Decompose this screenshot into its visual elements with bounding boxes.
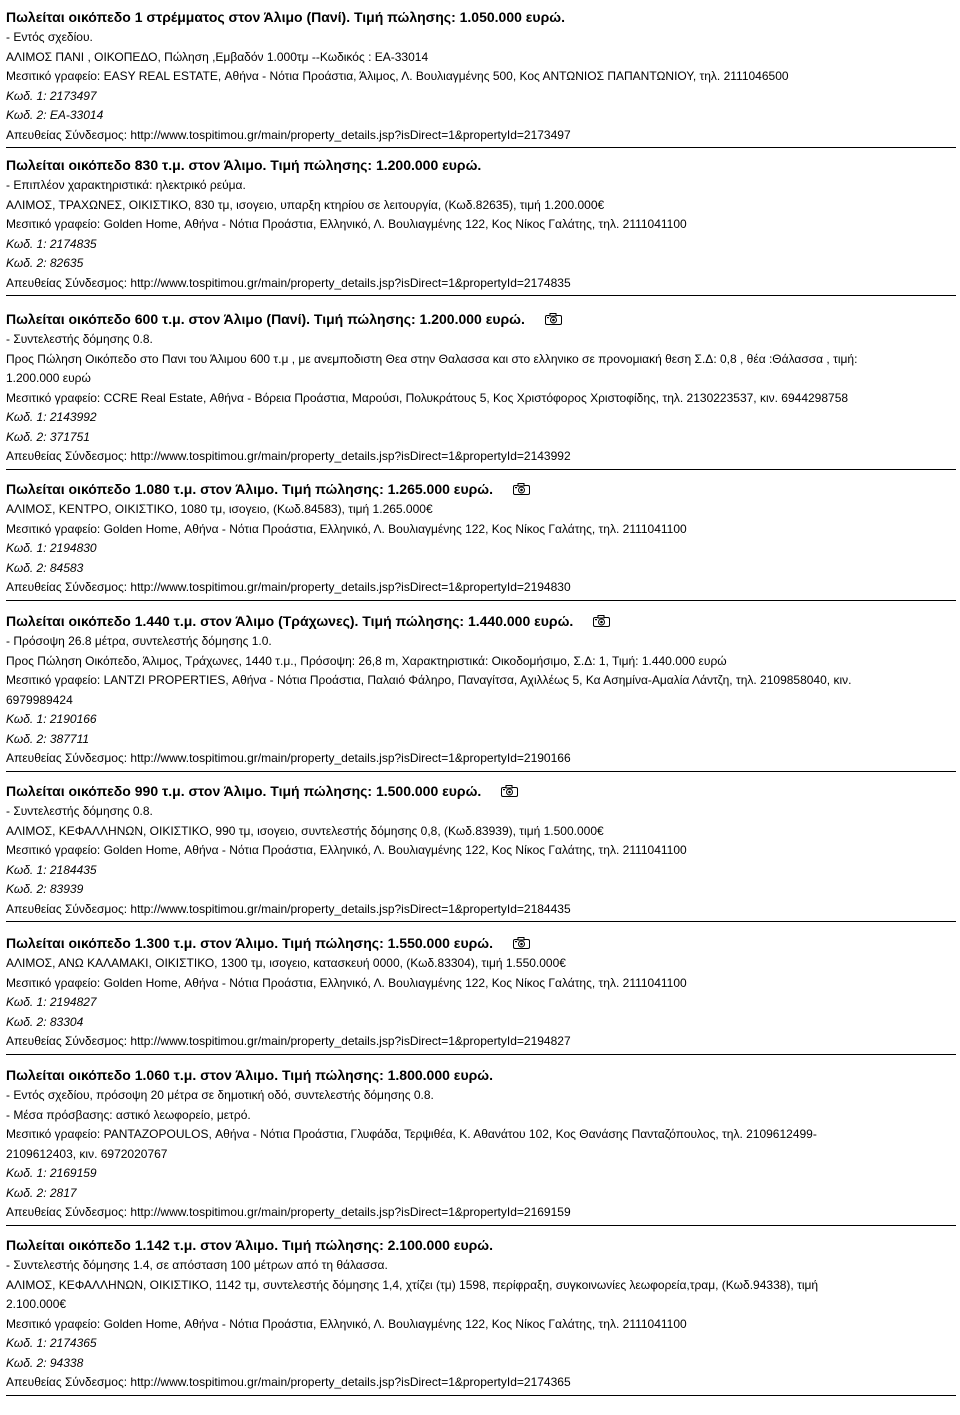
listing-detail-line: 1.200.000 ευρώ [6,371,91,385]
listing-detail-line: Μεσιτικό γραφείο: EASY REAL ESTATE, Αθήνα - Νότια Προάστια, Άλιμος, Λ. Βουλιαγμένης 500, Κος ΑΝΤΩΝΙΟΣ ΠΑΠΑΝΤΩΝΙΟΥ, τηλ. 2111046500 [6,69,789,83]
listing-detail-line: Μεσιτικό γραφείο: PANTAZOPOULOS, Αθήνα - Νότια Προάστια, Γλυφάδα, Τερψιθέα, Κ. Αθανάτου 102, Κος Θανάσης Πανταζόπουλος, τηλ. 2109612499- [6,1127,817,1141]
listing-detail-line: - Εντός σχεδίου. [6,30,93,44]
camera-icon[interactable] [513,937,530,949]
listing-detail-line: Προς Πώληση Οικόπεδο, Άλιμος, Τράχωνες, 1440 τ.μ., Πρόσοψη: 26,8 m, Χαρακτηριστικά: Οικοδομήσιμο, Σ.Δ: 1, Τιμή: 1.440.000 ευρώ [6,653,727,668]
listing-direct-link[interactable]: Απευθείας Σύνδεσμος: http://www.tospitimou.gr/main/property_details.jsp?isDirect=1&propertyId=2194830 [6,580,571,594]
listing-title [6,932,956,954]
listing-title [6,154,956,176]
listing-separator [6,147,956,148]
listing-detail-line: - Πρόσοψη 26.8 μέτρα, συντελεστής δόμησης 1.0. [6,634,272,648]
listing-title-text: Πωλείται οικόπεδο 1.440 τ.μ. στον Άλιμο (Τράχωνες). Τιμή πώλησης: 1.440.000 ευρώ. [6,613,574,629]
listing-title-text: Πωλείται οικόπεδο 1.080 τ.μ. στον Άλιμο. Τιμή πώλησης: 1.265.000 ευρώ. [6,481,493,497]
listing-detail-line: - Επιπλέον χαρακτηριστικά: ηλεκτρικό ρεύμα. [6,178,246,192]
listing-separator [6,1395,956,1396]
listing-detail-line: 6979989424 [6,692,73,707]
listing-code2: Κωδ. 2: EA-33014 [6,108,104,122]
listing-title [6,1234,956,1256]
listing-title-text: Πωλείται οικόπεδο 1.300 τ.μ. στον Άλιμο. Τιμή πώλησης: 1.550.000 ευρώ. [6,935,493,951]
listing-detail-line: ΑΛΙΜΟΣ, ΑΝΩ ΚΑΛΑΜΑΚΙ, ΟΙΚΙΣΤΙΚΟ, 1300 τμ, ισογειο, κατασκευή 0000, (Κωδ.83304), τιμή 1.550.000€ [6,956,566,970]
listing-separator [6,921,956,922]
listing-code1: Κωδ. 1: 2143992 [6,410,97,424]
listing-code2: Κωδ. 2: 82635 [6,256,84,270]
listing-title-text: Πωλείται οικόπεδο 1.060 τ.μ. στον Άλιμο. Τιμή πώλησης: 1.800.000 ευρώ. [6,1067,493,1083]
listing-separator [6,469,956,470]
listing-detail-line: Μεσιτικό γραφείο: LANTZI PROPERTIES, Αθήνα - Νότια Προάστια, Παλαιό Φάληρο, Παναγίτσα, Αχιλλέως 5, Κα Ασημίνα-Αμαλία Λάντζη, τηλ. 2109858040, κιν. [6,673,852,687]
listing-title-text: Πωλείται οικόπεδο 1.142 τ.μ. στον Άλιμο. Τιμή πώλησης: 2.100.000 ευρώ. [6,1237,493,1253]
listing-code1: Κωδ. 1: 2174835 [6,236,97,251]
listing-separator [6,1225,956,1226]
listing-detail-line: 2.100.000€ [6,1297,67,1311]
listing-code1: Κωδ. 1: 2190166 [6,712,97,726]
camera-icon[interactable] [501,785,518,797]
listing-code2: Κωδ. 2: 83304 [6,1014,84,1029]
listing-code2: Κωδ. 2: 84583 [6,560,84,575]
listing-code2: Κωδ. 2: 94338 [6,1355,84,1370]
listing-detail-line: Μεσιτικό γραφείο: Golden Home, Αθήνα - Νότια Προάστια, Ελληνικό, Λ. Βουλιαγμένης 122, Κος Νίκος Γαλάτης, τηλ. 2111041100 [6,521,687,536]
listing-title-text: Πωλείται οικόπεδο 990 τ.μ. στον Άλιμο. Τιμή πώλησης: 1.500.000 ευρώ. [6,783,482,799]
listing-title [6,1064,956,1086]
listing [6,610,956,769]
listing-detail-line: Μεσιτικό γραφείο: CCRE Real Estate, Αθήνα - Βόρεια Προάστια, Μαρούσι, Πολυκράτους 5, Κος Χριστόφορος Χριστοφίδης, τηλ. 2130223537, κιν. 6944298758 [6,390,849,405]
listing-code2: Κωδ. 2: 387711 [6,731,90,746]
listing-detail-line: - Μέσα πρόσβασης: αστικό λεωφορείο, μετρό. [6,1107,251,1122]
listing-code2: Κωδ. 2: 2817 [6,1185,77,1200]
listing-direct-link[interactable]: Απευθείας Σύνδεσμος: http://www.tospitimou.gr/main/property_details.jsp?isDirect=1&propertyId=2174835 [6,275,571,290]
listing-separator [6,600,956,601]
listing-direct-link[interactable]: Απευθείας Σύνδεσμος: http://www.tospitimou.gr/main/property_details.jsp?isDirect=1&propertyId=2190166 [6,751,571,765]
listing-title [6,610,956,632]
listing-detail-line: - Συντελεστής δόμησης 1.4, σε απόσταση 100 μέτρων από τη θάλασσα. [6,1258,388,1272]
listing [6,1234,956,1393]
listing-detail-line: ΑΛΙΜΟΣ, ΤΡΑΧΩΝΕΣ, ΟΙΚΙΣΤΙΚΟ, 830 τμ, ισογειο, υπαρξη κτηρίου σε λειτουργία, (Κωδ.82635), τιμή 1.200.000€ [6,197,605,212]
listing-title [6,308,956,330]
listing-title-text: Πωλείται οικόπεδο 1 στρέμματος στον Άλιμο (Πανί). Τιμή πώλησης: 1.050.000 ευρώ. [6,9,565,25]
camera-icon[interactable] [593,615,610,627]
listing-detail-line: Μεσιτικό γραφείο: Golden Home, Αθήνα - Νότια Προάστια, Ελληνικό, Λ. Βουλιαγμένης 122, Κος Νίκος Γαλάτης, τηλ. 2111041100 [6,1316,687,1331]
listing [6,780,956,919]
camera-icon[interactable] [513,483,530,495]
listing-direct-link[interactable]: Απευθείας Σύνδεσμος: http://www.tospitimou.gr/main/property_details.jsp?isDirect=1&propertyId=2169159 [6,1205,571,1219]
listing-detail-line: ΑΛΙΜΟΣ, ΚΕΦΑΛΛΗΝΩΝ, ΟΙΚΙΣΤΙΚΟ, 1142 τμ, συντελεστής δόμησης 1,4, χτίζει (τμ) 1598, περίφραξη, συγκοινωνίες λεωφορεία,τραμ, (Κωδ.94338), τιμή [6,1277,819,1292]
listing-detail-line: 2109612403, κιν. 6972020767 [6,1146,168,1161]
listing-direct-link[interactable]: Απευθείας Σύνδεσμος: http://www.tospitimou.gr/main/property_details.jsp?isDirect=1&propertyId=2174365 [6,1375,571,1389]
listing [6,154,956,293]
listing-detail-line: Μεσιτικό γραφείο: Golden Home, Αθήνα - Νότια Προάστια, Ελληνικό, Λ. Βουλιαγμένης 122, Κος Νίκος Γαλάτης, τηλ. 2111041100 [6,843,687,857]
listing-detail-line: Προς Πώληση Οικόπεδο στο Πανι του Άλιμου 600 τ.μ , με ανεμποδιστη Θεα στην Θαλασσα και στο ελληνικο σε προνομιακή θεση Σ.Δ: 0,8 , θέα :Θάλασσα , τιμή: [6,351,858,366]
listing-code1: Κωδ. 1: 2184435 [6,862,97,877]
listing-title [6,780,956,802]
listing-code2: Κωδ. 2: 83939 [6,882,84,896]
listing-code1: Κωδ. 1: 2174365 [6,1336,97,1350]
listing-title [6,6,956,28]
listing [6,1064,956,1223]
listing-separator [6,771,956,772]
listing-detail-line: ΑΛΙΜΟΣ ΠΑΝΙ , ΟΙΚΟΠΕΔΟ, Πώληση ,Εμβαδόν 1.000τμ --Κωδικός : EA-33014 [6,49,429,64]
listing-code1: Κωδ. 1: 2169159 [6,1166,97,1180]
listing-detail-line: ΑΛΙΜΟΣ, ΚΕΦΑΛΛΗΝΩΝ, ΟΙΚΙΣΤΙΚΟ, 990 τμ, ισογειο, συντελεστής δόμησης 0,8, (Κωδ.83939), τιμή 1.500.000€ [6,823,604,838]
listing-direct-link[interactable]: Απευθείας Σύνδεσμος: http://www.tospitimou.gr/main/property_details.jsp?isDirect=1&propertyId=2194827 [6,1034,571,1048]
listing-code1: Κωδ. 1: 2194830 [6,541,97,555]
listing-detail-line: Μεσιτικό γραφείο: Golden Home, Αθήνα - Νότια Προάστια, Ελληνικό, Λ. Βουλιαγμένης 122, Κος Νίκος Γαλάτης, τηλ. 2111041100 [6,217,687,231]
listing-detail-line: ΑΛΙΜΟΣ, ΚΕΝΤΡΟ, ΟΙΚΙΣΤΙΚΟ, 1080 τμ, ισογειο, (Κωδ.84583), τιμή 1.265.000€ [6,502,433,516]
camera-icon[interactable] [545,313,562,325]
listing-direct-link[interactable]: Απευθείας Σύνδεσμος: http://www.tospitimou.gr/main/property_details.jsp?isDirect=1&propertyId=2143992 [6,449,571,463]
listing-detail-line: - Συντελεστής δόμησης 0.8. [6,332,153,346]
listing-detail-line: - Συντελεστής δόμησης 0.8. [6,804,153,818]
listing-detail-line: - Εντός σχεδίου, πρόσοψη 20 μέτρα σε δημοτική οδό, συντελεστής δόμησης 0.8. [6,1088,434,1102]
listing-direct-link[interactable]: Απευθείας Σύνδεσμος: http://www.tospitimou.gr/main/property_details.jsp?isDirect=1&propertyId=2173497 [6,127,571,142]
listing-title-text: Πωλείται οικόπεδο 600 τ.μ. στον Άλιμο (Πανί). Τιμή πώλησης: 1.200.000 ευρώ. [6,311,525,327]
listing-direct-link[interactable]: Απευθείας Σύνδεσμος: http://www.tospitimou.gr/main/property_details.jsp?isDirect=1&propertyId=2184435 [6,901,571,916]
listing [6,6,956,145]
listing-code1: Κωδ. 1: 2173497 [6,88,97,103]
listing [6,932,956,1052]
listing-separator [6,1054,956,1055]
listing-title-text: Πωλείται οικόπεδο 830 τ.μ. στον Άλιμο. Τιμή πώλησης: 1.200.000 ευρώ. [6,157,482,173]
listing-detail-line: Μεσιτικό γραφείο: Golden Home, Αθήνα - Νότια Προάστια, Ελληνικό, Λ. Βουλιαγμένης 122, Κος Νίκος Γαλάτης, τηλ. 2111041100 [6,975,687,990]
listing-code2: Κωδ. 2: 371751 [6,429,90,444]
listing [6,308,956,467]
listing [6,478,956,598]
listing-code1: Κωδ. 1: 2194827 [6,995,97,1009]
listing-title [6,478,956,500]
listing-separator [6,295,956,296]
